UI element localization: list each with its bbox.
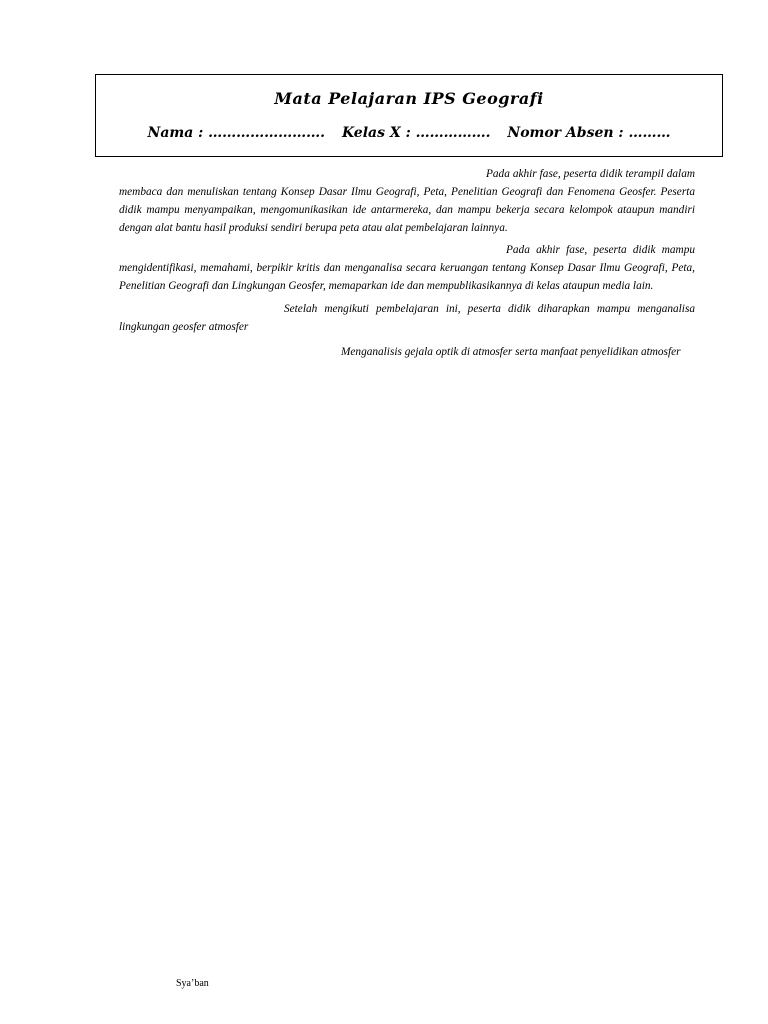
paragraph-capaian-1 xyxy=(119,165,695,237)
absen-field: Nomor Absen : ……… xyxy=(507,125,671,141)
nama-field: Nama : ……………………. xyxy=(147,125,326,141)
footer-author: Sya’ban xyxy=(176,978,209,989)
paragraph-text: Pada akhir fase, peserta didik terampil dalam membaca dan menuliskan tentang Konsep Dasar Ilmu Geografi, Peta, Penelitian Geografi dan Fenomena Geosfer. Peserta didik mampu menyampaikan, mengomunikasikan ide antarmereka, dan mampu bekerja secara kelompok ataupun mandiri dengan alat bantu hasil produksi sendiri berupa peta atau alat pembelajaran lainnya. xyxy=(119,168,695,234)
student-fields xyxy=(96,125,722,141)
kelas-field: Kelas X : ……………. xyxy=(341,125,491,141)
paragraph-capaian-2 xyxy=(119,241,695,295)
paragraph-materi: Menganalisis gejala optik di atmosfer serta manfaat penyelidikan atmosfer xyxy=(341,346,681,358)
paragraph-tujuan xyxy=(119,300,695,336)
page-title: Mata Pelajaran IPS Geografi xyxy=(274,89,544,108)
paragraph-text: Pada akhir fase, peserta didik mampu mengidentifikasi, memahami, berpikir kritis dan menganalisa secara keruangan tentang Konsep Dasar Ilmu Geografi, Peta, Penelitian Geografi dan Lingkungan Geosfer, memaparkan ide dan mempublikasikannya di kelas ataupun media lain. xyxy=(119,244,695,292)
paragraph-text: Setelah mengikuti pembelajaran ini, peserta didik diharapkan mampu menganalisa lingkungan geosfer atmosfer xyxy=(119,303,695,333)
header-box xyxy=(95,74,723,157)
